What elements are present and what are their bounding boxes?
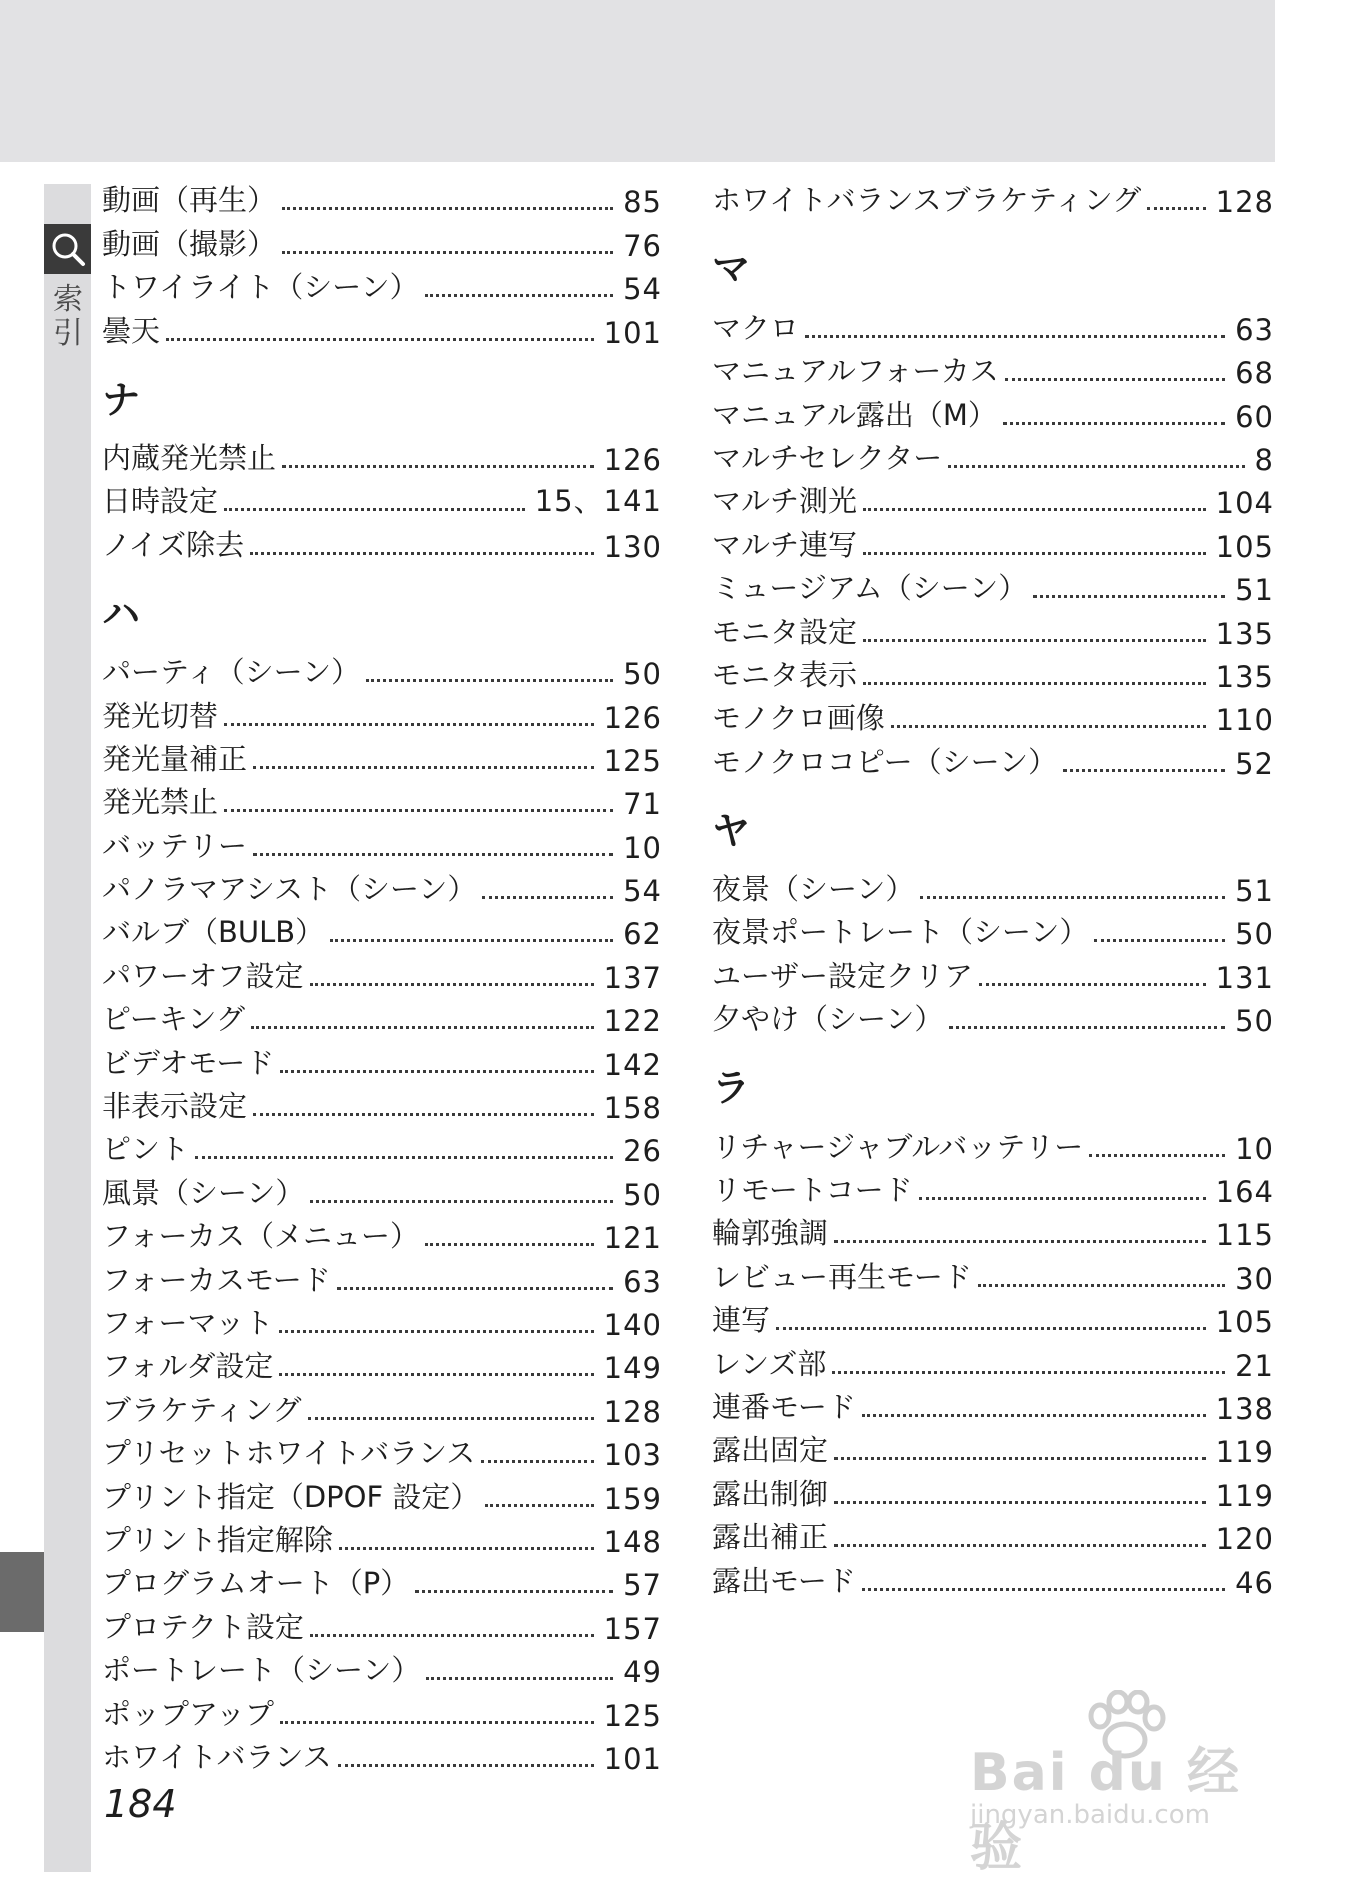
index-entry xyxy=(102,778,662,821)
index-term: プリセットホワイトバランス xyxy=(102,1436,476,1471)
index-page-ref: 140 xyxy=(603,1307,662,1342)
dot-leader xyxy=(862,1406,1206,1417)
index-page-ref: 57 xyxy=(623,1568,662,1603)
dot-leader xyxy=(253,845,613,856)
index-page-ref: 21 xyxy=(1235,1348,1274,1383)
index-term: 動画（撮影） xyxy=(102,226,277,261)
dot-leader xyxy=(426,1669,613,1680)
index-entry xyxy=(102,1255,662,1298)
index-page-ref: 63 xyxy=(1235,312,1274,347)
dot-leader xyxy=(366,671,613,682)
index-page-ref: 104 xyxy=(1215,486,1274,521)
dot-leader xyxy=(224,715,594,726)
side-tab-label-line2: 引 xyxy=(53,316,83,351)
index-entry xyxy=(102,951,662,994)
index-page-ref: 126 xyxy=(603,700,662,735)
index-term: 露出補正 xyxy=(712,1520,829,1555)
dot-leader xyxy=(979,975,1206,986)
index-page-ref: 115 xyxy=(1215,1218,1274,1253)
dot-leader xyxy=(485,1496,593,1507)
index-term: マニュアルフォーカス xyxy=(712,354,999,389)
index-entry xyxy=(102,1646,662,1689)
index-term: フォーカス（メニュー） xyxy=(102,1219,419,1254)
index-page-ref: 158 xyxy=(603,1091,662,1126)
index-term: ブラケティング xyxy=(102,1392,302,1427)
list-top xyxy=(712,176,1274,219)
index-entry xyxy=(102,691,662,734)
index-page-ref: 135 xyxy=(1215,659,1274,694)
index-page-ref: 125 xyxy=(603,743,662,778)
index-entry xyxy=(712,1513,1274,1556)
index-entry xyxy=(712,651,1274,694)
index-entry xyxy=(102,1082,662,1125)
index-term: 発光切替 xyxy=(102,698,219,733)
dot-leader xyxy=(862,1580,1225,1591)
index-term: ピーキング xyxy=(102,1002,245,1037)
index-entry xyxy=(712,176,1274,219)
dot-leader xyxy=(280,1713,594,1724)
dot-leader xyxy=(251,1018,594,1029)
dot-leader xyxy=(1094,931,1225,942)
dot-leader xyxy=(195,1148,613,1159)
dot-leader xyxy=(920,888,1225,899)
index-page-ref: 135 xyxy=(1215,616,1274,651)
dot-leader xyxy=(834,1536,1206,1547)
watermark-brand: Bai du 经验 xyxy=(970,1743,1241,1878)
index-term: ホワイトバランスブラケティング xyxy=(712,183,1142,218)
index-entry xyxy=(712,908,1274,951)
index-term: ピント xyxy=(102,1132,190,1167)
index-term: モニタ設定 xyxy=(712,614,858,649)
index-page-ref: 54 xyxy=(623,874,662,909)
index-page-ref: 60 xyxy=(1235,399,1274,434)
index-entry xyxy=(712,1469,1274,1512)
index-page-ref: 63 xyxy=(623,1264,662,1299)
index-page-ref: 10 xyxy=(623,830,662,865)
dot-leader xyxy=(832,1363,1225,1374)
index-entry xyxy=(712,1556,1274,1599)
index-entry xyxy=(102,1689,662,1732)
index-term: レビュー再生モード xyxy=(712,1259,972,1294)
index-entry xyxy=(102,1602,662,1645)
index-term: マルチ測光 xyxy=(712,484,858,519)
dot-leader xyxy=(224,801,613,812)
index-page-ref: 50 xyxy=(1235,917,1274,952)
index-page-ref: 159 xyxy=(603,1481,662,1516)
watermark xyxy=(970,1690,1290,1878)
index-term: モノクロ画像 xyxy=(712,701,885,736)
list-ra xyxy=(712,1122,1274,1599)
index-term: 風景（シーン） xyxy=(102,1175,305,1210)
index-term: 夜景ポートレート（シーン） xyxy=(712,915,1089,950)
index-term: 夜景（シーン） xyxy=(712,872,915,907)
index-page-ref: 101 xyxy=(603,1741,662,1776)
index-page-ref: 119 xyxy=(1215,1435,1274,1470)
index-term: パワーオフ設定 xyxy=(102,958,304,993)
index-term: モノクロコピー（シーン） xyxy=(712,744,1058,779)
dot-leader xyxy=(863,500,1206,511)
index-term: 連写 xyxy=(712,1303,771,1338)
index-term: フォルダ設定 xyxy=(102,1349,274,1384)
index-term: 発光禁止 xyxy=(102,785,219,820)
index-page-ref: 71 xyxy=(623,787,662,822)
header-band xyxy=(0,0,1275,162)
dot-leader xyxy=(253,1105,594,1116)
index-page-ref: 49 xyxy=(623,1655,662,1690)
index-page-ref: 54 xyxy=(623,272,662,307)
index-term: 日時設定 xyxy=(102,484,219,519)
index-entry xyxy=(102,1168,662,1211)
index-term: フォーカスモード xyxy=(102,1262,331,1297)
index-term: プリント指定解除 xyxy=(102,1522,333,1557)
dot-leader xyxy=(949,1018,1225,1029)
index-term: バッテリー xyxy=(102,828,248,863)
index-page-ref: 15、141 xyxy=(534,484,662,519)
index-entry xyxy=(102,263,662,306)
index-page-ref: 103 xyxy=(603,1438,662,1473)
index-term: プリント指定（DPOF 設定） xyxy=(102,1479,480,1514)
index-entry xyxy=(712,434,1274,477)
index-entry xyxy=(712,1209,1274,1252)
index-page-ref: 142 xyxy=(603,1047,662,1082)
dot-leader xyxy=(282,243,613,254)
dot-leader xyxy=(805,327,1225,338)
index-term: マニュアル露出（M） xyxy=(712,397,997,432)
index-entry xyxy=(102,1429,662,1472)
index-page-ref: 148 xyxy=(603,1524,662,1559)
index-page-ref: 101 xyxy=(603,315,662,350)
index-entry xyxy=(102,735,662,778)
dot-leader xyxy=(310,1192,613,1203)
list-ma xyxy=(712,303,1274,780)
side-section-marker xyxy=(0,1552,44,1632)
dot-leader xyxy=(481,1452,593,1463)
index-entry xyxy=(712,390,1274,433)
dot-leader xyxy=(863,631,1206,642)
index-entry xyxy=(102,1299,662,1342)
index-term: 発光量補正 xyxy=(102,741,248,776)
index-entry xyxy=(102,434,662,477)
dot-leader xyxy=(282,199,613,210)
index-page-ref: 52 xyxy=(1235,746,1274,781)
index-page-ref: 62 xyxy=(623,917,662,952)
dot-leader xyxy=(425,286,613,297)
index-page-ref: 131 xyxy=(1215,960,1274,995)
side-index-strip xyxy=(44,184,91,1872)
index-page-ref: 128 xyxy=(1215,185,1274,220)
dot-leader xyxy=(834,1493,1206,1504)
index-entry xyxy=(102,1516,662,1559)
index-term: ノイズ除去 xyxy=(102,527,245,562)
index-term: マルチセレクター xyxy=(712,440,943,475)
index-page-ref: 105 xyxy=(1215,1305,1274,1340)
index-page-ref: 46 xyxy=(1235,1565,1274,1600)
index-entry xyxy=(102,306,662,349)
index-entry xyxy=(102,176,662,219)
list-ha xyxy=(102,648,662,1776)
page-number: 184 xyxy=(104,1782,177,1826)
index-term: 露出固定 xyxy=(712,1433,829,1468)
dot-leader xyxy=(1147,199,1205,210)
index-term: パーティ（シーン） xyxy=(102,655,361,690)
index-entry xyxy=(712,865,1274,908)
index-term: 連番モード xyxy=(712,1389,856,1424)
index-page-ref: 125 xyxy=(603,1698,662,1733)
index-page-ref: 120 xyxy=(1215,1522,1274,1557)
index-entry xyxy=(712,477,1274,520)
index-term: モニタ表示 xyxy=(712,657,858,692)
index-term: ホワイトバランス xyxy=(102,1739,332,1774)
list-na xyxy=(102,434,662,564)
index-entry xyxy=(102,219,662,262)
index-term: ビデオモード xyxy=(102,1045,275,1080)
dot-leader xyxy=(863,544,1206,555)
index-term: 非表示設定 xyxy=(102,1089,248,1124)
dot-leader xyxy=(1089,1146,1225,1157)
dot-leader xyxy=(339,1539,594,1550)
index-page-ref: 68 xyxy=(1235,356,1274,391)
dot-leader xyxy=(978,1276,1225,1287)
dot-leader xyxy=(1033,587,1225,598)
index-entry xyxy=(712,1122,1274,1165)
section-heading-ha: ハ xyxy=(102,591,141,636)
index-page-ref: 50 xyxy=(623,1177,662,1212)
dot-leader xyxy=(279,1365,593,1376)
dot-leader xyxy=(282,457,594,468)
index-term: ポップアップ xyxy=(102,1696,274,1731)
index-column-right xyxy=(712,176,1274,1600)
index-page-ref: 50 xyxy=(1235,1004,1274,1039)
index-term: マルチ連写 xyxy=(712,527,858,562)
dot-leader xyxy=(338,1756,594,1767)
index-term: プログラムオート（P） xyxy=(102,1566,410,1601)
index-page-ref: 50 xyxy=(623,657,662,692)
dot-leader xyxy=(415,1582,613,1593)
search-icon xyxy=(44,224,91,274)
dot-leader xyxy=(482,888,613,899)
index-page-ref: 122 xyxy=(603,1004,662,1039)
index-entry xyxy=(102,1125,662,1168)
index-entry xyxy=(712,1383,1274,1426)
index-entry xyxy=(102,1212,662,1255)
index-page-ref: 164 xyxy=(1215,1175,1274,1210)
index-entry xyxy=(712,1339,1274,1382)
index-term: ユーザー設定クリア xyxy=(712,958,974,993)
index-entry xyxy=(102,520,662,563)
index-term: レンズ部 xyxy=(712,1346,827,1381)
index-page-ref: 51 xyxy=(1235,573,1274,608)
index-entry xyxy=(102,995,662,1038)
dot-leader xyxy=(310,975,594,986)
index-entry xyxy=(102,865,662,908)
index-entry xyxy=(102,908,662,951)
index-entry xyxy=(102,1385,662,1428)
index-page-ref: 10 xyxy=(1235,1131,1274,1166)
index-term: 露出モード xyxy=(712,1563,856,1598)
index-page-ref: 105 xyxy=(1215,529,1274,564)
index-term: バルブ（BULB） xyxy=(102,915,325,950)
section-heading-ra: ラ xyxy=(712,1066,751,1111)
list-top xyxy=(102,176,662,350)
index-term: 曇天 xyxy=(102,313,161,348)
dot-leader xyxy=(280,1062,593,1073)
dot-leader xyxy=(919,1189,1206,1200)
index-term: パノラマアシスト（シーン） xyxy=(102,872,477,907)
dot-leader xyxy=(330,931,613,942)
list-ya xyxy=(712,865,1274,1039)
index-entry xyxy=(102,1342,662,1385)
index-entry xyxy=(712,607,1274,650)
index-entry xyxy=(712,694,1274,737)
index-page-ref: 76 xyxy=(623,228,662,263)
index-term: 動画（再生） xyxy=(102,183,277,218)
dot-leader xyxy=(776,1319,1206,1330)
index-term: 輪郭強調 xyxy=(712,1216,829,1251)
dot-leader xyxy=(308,1409,594,1420)
index-page-ref: 121 xyxy=(603,1221,662,1256)
index-page-ref: 30 xyxy=(1235,1261,1274,1296)
index-entry xyxy=(712,1252,1274,1295)
section-heading-na: ナ xyxy=(102,377,141,422)
index-term: ポートレート（シーン） xyxy=(102,1653,421,1688)
index-entry xyxy=(712,995,1274,1038)
index-page-ref: 26 xyxy=(623,1134,662,1169)
index-term: 夕やけ（シーン） xyxy=(712,1002,944,1037)
index-entry xyxy=(712,737,1274,780)
dot-leader xyxy=(1063,761,1225,772)
dot-leader xyxy=(250,544,594,555)
index-term: 内蔵発光禁止 xyxy=(102,440,277,475)
index-page-ref: 128 xyxy=(603,1394,662,1429)
index-entry xyxy=(712,303,1274,346)
index-term: 露出制御 xyxy=(712,1476,829,1511)
dot-leader xyxy=(834,1232,1206,1243)
index-term: リチャージャブルバッテリー xyxy=(712,1129,1084,1164)
index-term: トワイライト（シーン） xyxy=(102,270,419,305)
dot-leader xyxy=(279,1322,593,1333)
index-entry xyxy=(712,1296,1274,1339)
dot-leader xyxy=(253,758,594,769)
dot-leader xyxy=(834,1449,1206,1460)
index-entry xyxy=(712,1166,1274,1209)
dot-leader xyxy=(891,717,1206,728)
dot-leader xyxy=(948,457,1244,468)
dot-leader xyxy=(310,1626,594,1637)
index-entry xyxy=(712,520,1274,563)
index-page-ref: 110 xyxy=(1215,703,1274,738)
side-tab-label-line1: 索 xyxy=(53,282,83,317)
section-heading-ya: ヤ xyxy=(712,808,751,853)
dot-leader xyxy=(166,330,594,341)
index-entry xyxy=(102,1559,662,1602)
index-entry xyxy=(102,821,662,864)
index-page-ref: 137 xyxy=(603,960,662,995)
dot-leader xyxy=(224,500,525,511)
index-page-ref: 157 xyxy=(603,1611,662,1646)
index-page-ref: 8 xyxy=(1254,442,1274,477)
dot-leader xyxy=(863,674,1206,685)
index-entry xyxy=(102,1472,662,1515)
index-page-ref: 130 xyxy=(603,529,662,564)
index-entry xyxy=(102,648,662,691)
dot-leader xyxy=(337,1279,613,1290)
dot-leader xyxy=(425,1235,594,1246)
watermark-url: jingyan.baidu.com xyxy=(970,1800,1210,1830)
index-entry xyxy=(712,951,1274,994)
dot-leader xyxy=(1003,414,1225,425)
dot-leader xyxy=(1005,370,1225,381)
section-heading-ma: マ xyxy=(712,247,751,292)
index-page-ref: 126 xyxy=(603,442,662,477)
index-page-ref: 51 xyxy=(1235,874,1274,909)
index-column-left xyxy=(102,176,662,1776)
index-entry xyxy=(102,477,662,520)
side-tab-label xyxy=(50,283,86,351)
index-term: リモートコード xyxy=(712,1173,913,1208)
index-term: ミュージアム（シーン） xyxy=(712,571,1028,606)
index-page-ref: 138 xyxy=(1215,1391,1274,1426)
index-page-ref: 85 xyxy=(623,185,662,220)
index-term: フォーマット xyxy=(102,1305,274,1340)
index-term: プロテクト設定 xyxy=(102,1609,304,1644)
index-entry xyxy=(712,1426,1274,1469)
index-entry xyxy=(102,1038,662,1081)
index-entry xyxy=(712,347,1274,390)
index-entry xyxy=(712,564,1274,607)
index-entry xyxy=(102,1733,662,1776)
index-term: マクロ xyxy=(712,310,800,345)
index-page-ref: 119 xyxy=(1215,1478,1274,1513)
index-page-ref: 149 xyxy=(603,1351,662,1386)
